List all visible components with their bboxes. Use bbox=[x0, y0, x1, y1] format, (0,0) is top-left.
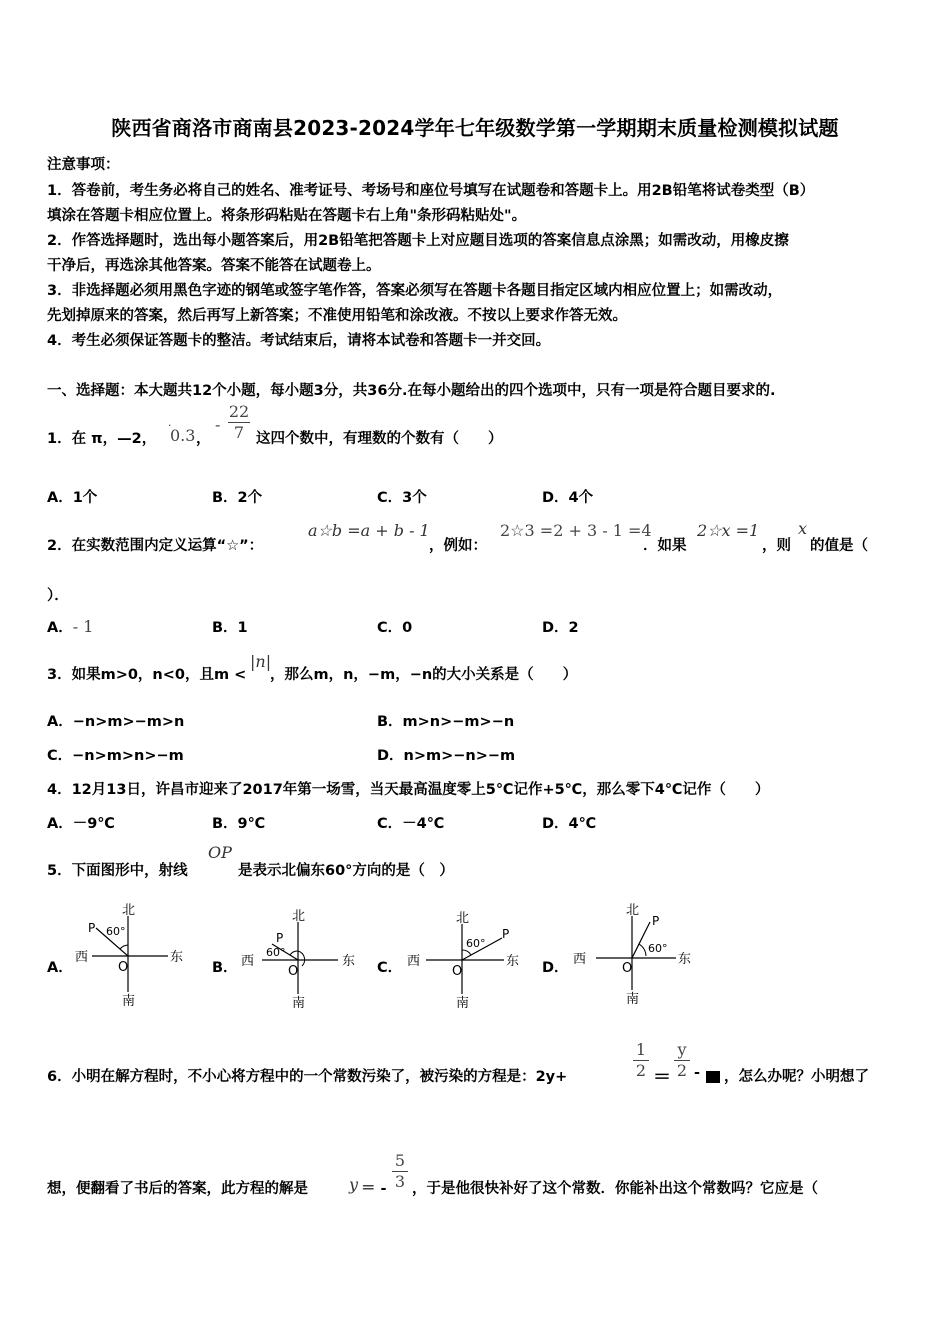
option-a[interactable]: A．−n>m>−m>n bbox=[47, 714, 185, 730]
option-b[interactable]: B．1 bbox=[212, 620, 248, 636]
option-c[interactable]: C． bbox=[377, 960, 403, 976]
option-b[interactable]: B． bbox=[212, 960, 238, 976]
west-label: 西 bbox=[241, 954, 255, 969]
fraction-numerator: 22 bbox=[228, 402, 250, 421]
option-b[interactable]: B．9℃ bbox=[212, 816, 266, 832]
option-c[interactable]: C．0 bbox=[377, 620, 413, 636]
angle-label: 60° bbox=[466, 937, 486, 950]
fraction-numerator: 1 bbox=[635, 1040, 647, 1059]
equals-sign: ＝ bbox=[653, 1067, 671, 1088]
fraction-denominator: 3 bbox=[394, 1172, 406, 1191]
east-label: 东 bbox=[342, 954, 356, 969]
fraction-denominator: 7 bbox=[233, 423, 245, 442]
angle-arc bbox=[639, 944, 646, 956]
question-2-suffix: 的值是（ bbox=[810, 538, 868, 554]
absolute-value-n: |n| bbox=[250, 652, 272, 671]
notice-line: 填涂在答题卡相应位置上。将条形码粘贴在答题卡右上角"条形码粘贴处"。 bbox=[47, 208, 527, 224]
south-label: 南 bbox=[456, 996, 470, 1011]
point-label: P bbox=[88, 921, 96, 935]
option-a[interactable]: A．- 1 bbox=[47, 617, 94, 636]
smudged-constant bbox=[706, 1067, 720, 1086]
question-6-prefix: 6．小明在解方程时，不小心将方程中的一个常数污染了，被污染的方程是：2y+ bbox=[47, 1069, 568, 1085]
notice-line: 干净后，再选涂其他答案。答案不能答在试题卷上。 bbox=[47, 258, 381, 274]
option-d[interactable]: D．4个 bbox=[542, 490, 594, 506]
east-label: 东 bbox=[678, 952, 692, 967]
question-4-text: 4．12月13日，许昌市迎来了2017年第一场雪，当天最高温度零上5℃记作+5℃，那么零下4℃记作（ ） bbox=[47, 782, 770, 798]
compass-diagram-a bbox=[70, 898, 190, 1010]
option-a[interactable]: A．1个 bbox=[47, 490, 98, 506]
option-b[interactable]: B．2个 bbox=[212, 490, 263, 506]
west-label: 西 bbox=[407, 954, 421, 969]
question-1-comma: ， bbox=[196, 431, 211, 447]
west-label: 西 bbox=[75, 950, 89, 965]
question-2-mid: ，例如： bbox=[429, 538, 487, 554]
notice-line: 3．非选择题必须用黑色字迹的钢笔或签字笔作答，答案必须写在答题卡各题目指定区域内相应位置上；如需改动， bbox=[47, 283, 783, 299]
angle-arc bbox=[462, 950, 471, 955]
east-label: 东 bbox=[170, 950, 184, 965]
option-c[interactable]: C．3个 bbox=[377, 490, 427, 506]
fraction-y-2 bbox=[674, 1041, 690, 1080]
origin-label: O bbox=[452, 964, 463, 979]
option-a[interactable]: A． bbox=[47, 960, 73, 976]
question-5-suffix: 是表示北偏东60°方向的是（ ） bbox=[238, 863, 454, 879]
notice-heading: 注意事项： bbox=[47, 157, 120, 173]
question-3-suffix: ，那么m，n，−m，−n的大小关系是（ ） bbox=[270, 667, 578, 683]
option-d[interactable]: D．2 bbox=[542, 620, 579, 636]
page-title: 陕西省商洛市商南县2023-2024学年七年级数学第一学期期末质量检测模拟试题 bbox=[111, 116, 839, 140]
notice-line: 2．作答选择题时，选出每小题答案后，用2B铅笔把答题卡上对应题目选项的答案信息点涂黑；如需改动，用橡皮擦 bbox=[47, 233, 789, 249]
angle-label: 60° bbox=[648, 942, 668, 955]
question-2-prefix: 2．在实数范围内定义运算“☆”： bbox=[47, 538, 264, 554]
compass-diagram-b bbox=[236, 904, 361, 1012]
option-d[interactable]: D．4℃ bbox=[542, 816, 597, 832]
question-1-neg: - bbox=[215, 415, 221, 434]
north-label: 北 bbox=[292, 909, 306, 924]
option-c[interactable]: C．−n>m>n>−m bbox=[47, 748, 184, 764]
option-d[interactable]: D． bbox=[542, 960, 569, 976]
fraction-numerator: 5 bbox=[394, 1151, 406, 1170]
equals-neg: ＝ - bbox=[361, 1181, 387, 1197]
fraction-numerator: y bbox=[677, 1040, 687, 1059]
minus-sign: - bbox=[694, 1065, 701, 1081]
question-2-mid3: ，则 bbox=[762, 538, 791, 554]
point-label: P bbox=[502, 927, 510, 941]
origin-label: O bbox=[288, 964, 299, 979]
operation-condition: 2☆x =1 bbox=[697, 521, 760, 540]
north-label: 北 bbox=[122, 903, 136, 918]
question-6-line2-prefix: 想，便翻看了书后的答案，此方程的解是 bbox=[47, 1181, 308, 1197]
question-6-line2-suffix: ，于是他很快补好了这个常数．你能补出这个常数吗？它应是（ bbox=[412, 1181, 818, 1197]
south-label: 南 bbox=[122, 994, 136, 1009]
section-heading: 一、选择题：本大题共12个小题，每小题3分，共36分.在每小题给出的四个选项中，只有一项是符合题目要求的. bbox=[47, 383, 776, 399]
question-5-prefix: 5．下面图形中，射线 bbox=[47, 863, 188, 879]
question-2-line2: ）． bbox=[47, 588, 69, 604]
angle-label: 60° bbox=[266, 946, 286, 959]
fraction-denominator: 2 bbox=[635, 1061, 647, 1080]
fraction-denominator: 2 bbox=[676, 1061, 688, 1080]
fraction-5-3 bbox=[392, 1152, 408, 1191]
operation-definition: a☆b =a + b - 1 bbox=[308, 521, 430, 540]
question-6-suffix: ，怎么办呢？小明想了 bbox=[724, 1069, 869, 1085]
fraction-22-7 bbox=[228, 403, 250, 442]
point-label: P bbox=[652, 914, 660, 928]
question-1-suffix: 这四个数中，有理数的个数有（ ） bbox=[256, 431, 503, 447]
question-1-decimal: 0.3 bbox=[170, 426, 196, 445]
west-label: 西 bbox=[573, 952, 587, 967]
variable-y: y bbox=[349, 1175, 359, 1194]
south-label: 南 bbox=[292, 996, 306, 1011]
question-2-mid2: ．如果 bbox=[643, 538, 687, 554]
ray-op: OP bbox=[208, 843, 232, 862]
option-a[interactable]: A．－9℃ bbox=[47, 816, 115, 832]
origin-label: O bbox=[622, 961, 633, 976]
angle-arc bbox=[120, 945, 128, 949]
south-label: 南 bbox=[626, 992, 640, 1007]
compass-diagram-d bbox=[568, 900, 698, 1010]
compass-diagram-c bbox=[402, 906, 527, 1012]
repeating-dot: · bbox=[168, 419, 172, 432]
origin-label: O bbox=[118, 960, 129, 975]
north-label: 北 bbox=[456, 911, 470, 926]
point-label: P bbox=[276, 931, 284, 945]
option-d[interactable]: D．n>m>−n>−m bbox=[377, 748, 516, 764]
option-c[interactable]: C．－4℃ bbox=[377, 816, 445, 832]
notice-line: 4．考生必须保证答题卡的整洁。考试结束后，请将本试卷和答题卡一并交回。 bbox=[47, 333, 551, 349]
variable-x: x bbox=[798, 519, 808, 538]
notice-line: 1．答卷前，考生务必将自己的姓名、准考证号、考场号和座位号填写在试题卷和答题卡上。用2B铅笔将试卷类型（B） bbox=[47, 183, 815, 199]
question-3-prefix: 3．如果m>0，n<0，且m < bbox=[47, 667, 247, 683]
question-1-prefix: 1．在 π，—2， bbox=[47, 431, 157, 447]
operation-example: 2☆3 =2 + 3 - 1 =4 bbox=[500, 521, 652, 540]
fraction-1-2 bbox=[633, 1041, 649, 1080]
option-b[interactable]: B．m>n>−m>−n bbox=[377, 714, 515, 730]
east-label: 东 bbox=[506, 954, 520, 969]
notice-line: 先划掉原来的答案，然后再写上新答案；不准使用铅笔和涂改液。不按以上要求作答无效。 bbox=[47, 308, 627, 324]
north-label: 北 bbox=[626, 903, 640, 918]
angle-label: 60° bbox=[106, 925, 126, 938]
